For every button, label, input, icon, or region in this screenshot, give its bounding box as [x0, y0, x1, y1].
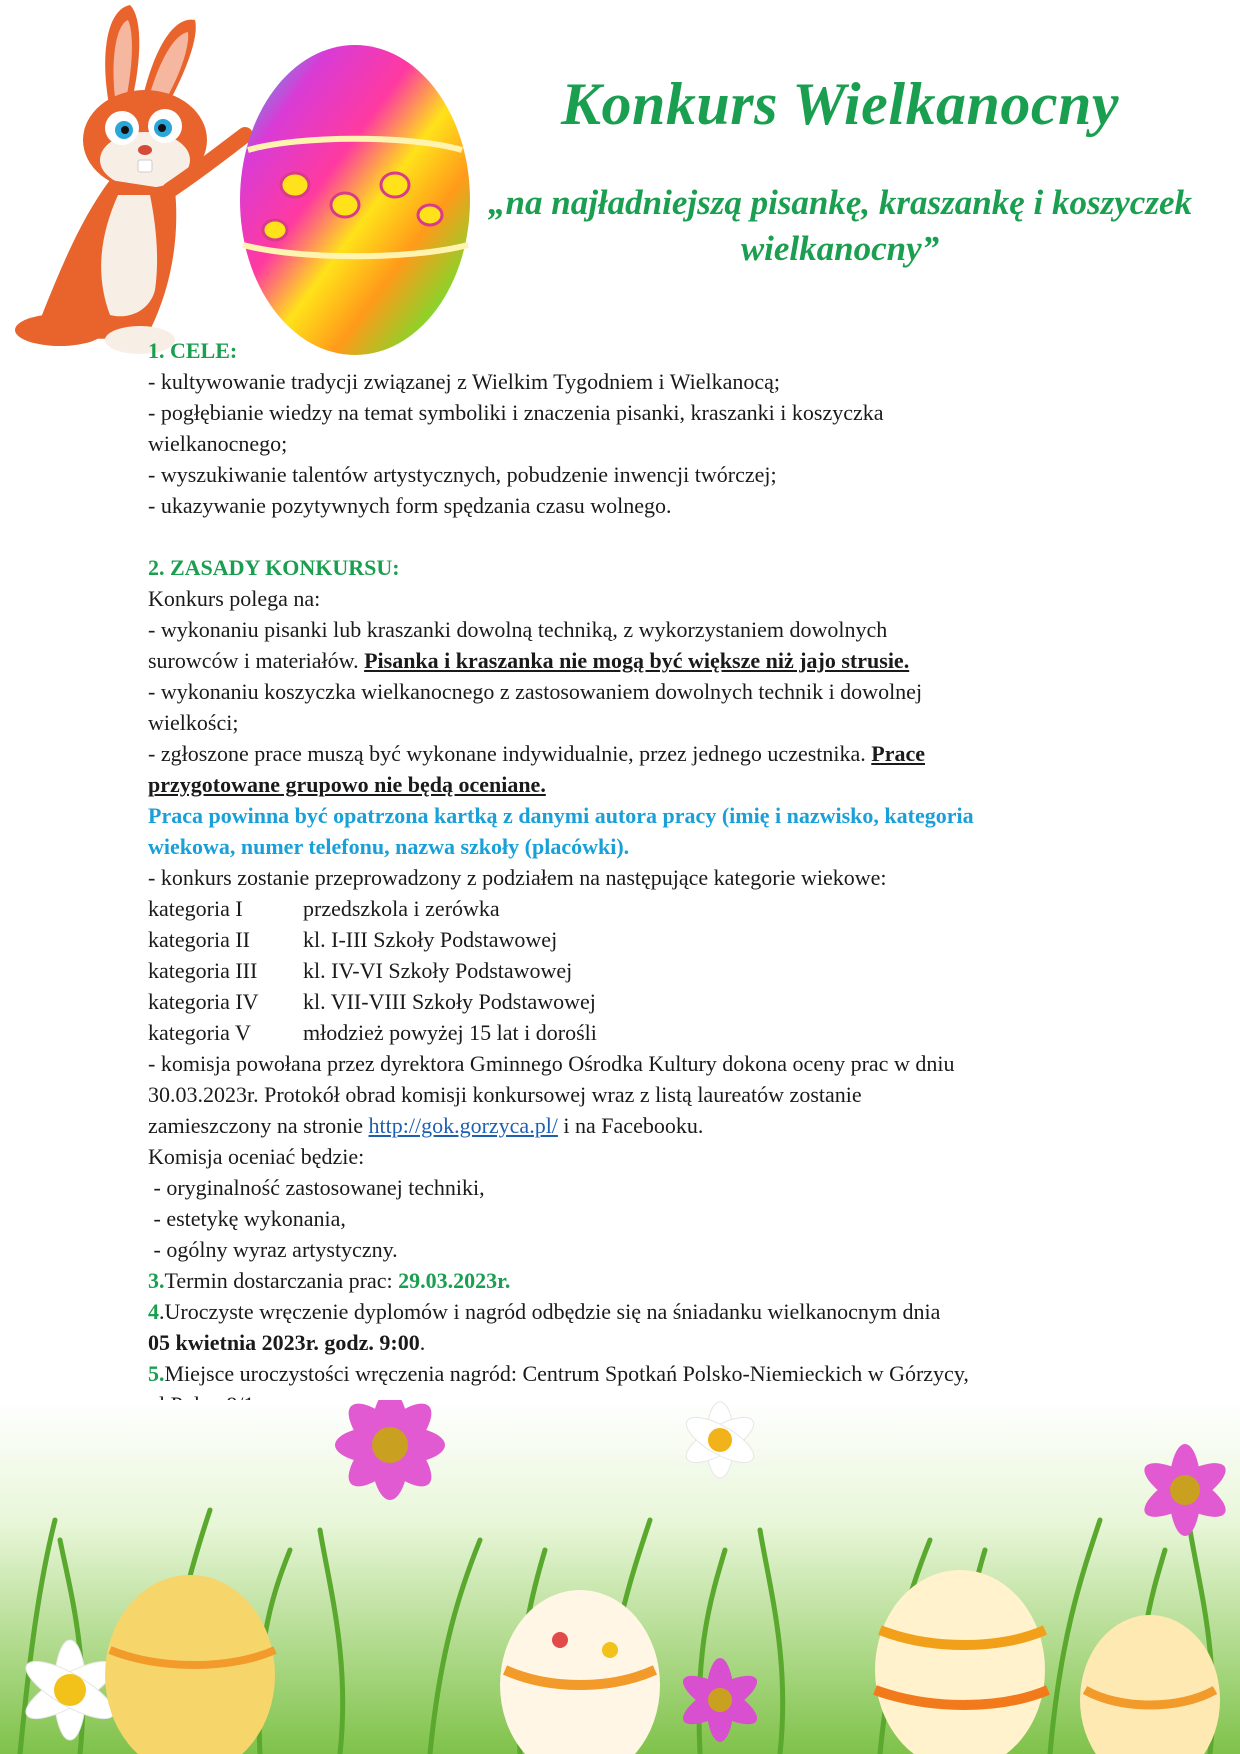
group-work-note: przygotowane grupowo nie będą oceniane. — [148, 772, 546, 797]
goal-line: - kultywowanie tradycji związanej z Wielkim Tygodniem i Wielkanocą; — [148, 369, 781, 394]
section-5-number: 5. — [148, 1361, 165, 1386]
rule-line — [148, 738, 1108, 769]
category-row — [148, 924, 1108, 955]
rule-line: - wykonaniu pisanki lub kraszanki dowolną techniką, z wykorzystaniem dowolnych — [148, 617, 888, 642]
rules-intro: Konkurs polega na: — [148, 586, 321, 611]
deadline-text: Termin dostarczania prac: — [164, 1268, 399, 1293]
ceremony-date-line — [148, 1327, 1108, 1358]
page-title: Konkurs Wielkanocny — [561, 71, 1119, 137]
rule-line — [148, 645, 1108, 676]
category-name: kategoria III — [148, 958, 258, 983]
commission-text: i na Facebooku. — [557, 1113, 704, 1138]
label-requirement: Praca powinna być opatrzona kartką z danymi autora pracy (imię i nazwisko, kategoria — [148, 803, 974, 828]
categories-intro: - konkurs zostanie przeprowadzony z podziałem na następujące kategorie wiekowe: — [148, 865, 887, 890]
section-2-heading: 2. ZASADY KONKURSU: — [148, 555, 400, 580]
ceremony-date: 05 kwietnia 2023r. godz. 9:00 — [148, 1330, 420, 1355]
section-5-venue — [148, 1358, 1108, 1389]
ceremony-text: .Uroczyste wręczenie dyplomów i nagród odbędzie się na śniadanku wielkanocnym dnia — [159, 1299, 941, 1324]
section-4-number: 4 — [148, 1299, 159, 1324]
criteria-item: - oryginalność zastosowanej techniki, — [148, 1175, 485, 1200]
easter-bunny-egg-illustration — [0, 0, 480, 370]
category-name: kategoria IV — [148, 989, 259, 1014]
rule-text: surowców i materiałów. — [148, 648, 365, 673]
category-name: kategoria V — [148, 1020, 251, 1045]
gok-website-link[interactable]: http://gok.gorzyca.pl/ — [368, 1113, 558, 1138]
commission-line: - komisja powołana przez dyrektora Gminnego Ośrodka Kultury dokona oceny prac w dniu — [148, 1051, 955, 1076]
label-requirement: wiekowa, numer telefonu, nazwa szkoły (placówki). — [148, 834, 630, 859]
section-3-number: 3. — [148, 1268, 165, 1293]
deadline-date: 29.03.2023r. — [398, 1268, 511, 1293]
goal-line: wielkanocnego; — [148, 431, 288, 456]
criteria-item: - ogólny wyraz artystyczny. — [148, 1237, 398, 1262]
rule-line: wielkości; — [148, 710, 239, 735]
size-limit-note: Pisanka i kraszanka nie mogą być większe niż jajo strusie. — [364, 648, 910, 673]
goal-line: - pogłębianie wiedzy na temat symboliki i znaczenia pisanki, kraszanki i koszyczka — [148, 400, 884, 425]
section-4-ceremony — [148, 1296, 1108, 1327]
goal-line: - ukazywanie pozytywnych form spędzania czasu wolnego. — [148, 493, 672, 518]
category-desc: przedszkola i zerówka — [303, 896, 500, 921]
rule-text: - zgłoszone prace muszą być wykonane indywidualnie, przez jednego uczestnika. — [148, 741, 872, 766]
subtitle-line-1: „na najładniejszą pisankę, kraszankę i koszyczek — [488, 183, 1192, 222]
criteria-intro: Komisja oceniać będzie: — [148, 1144, 365, 1169]
category-name: kategoria I — [148, 896, 243, 921]
page-subtitle — [470, 180, 1210, 272]
rule-line: - wykonaniu koszyczka wielkanocnego z zastosowaniem dowolnych technik i dowolnej — [148, 679, 923, 704]
category-desc: kl. VII-VIII Szkoły Podstawowej — [303, 989, 596, 1014]
category-desc: kl. I-III Szkoły Podstawowej — [303, 927, 558, 952]
category-row — [148, 1017, 1108, 1048]
commission-line: 30.03.2023r. Protokół obrad komisji konkursowej wraz z listą laureatów zostanie — [148, 1082, 862, 1107]
venue-text: Miejsce uroczystości wręczenia nagród: Centrum Spotkań Polsko-Niemieckich w Górzycy, — [164, 1361, 969, 1386]
category-row — [148, 893, 1108, 924]
group-work-note: Prace — [871, 741, 926, 766]
category-row — [148, 955, 1108, 986]
section-1-heading: 1. CELE: — [148, 338, 238, 363]
goal-line: - wyszukiwanie talentów artystycznych, pobudzenie inwencji twórczej; — [148, 462, 777, 487]
category-row — [148, 986, 1108, 1017]
criteria-item: - estetykę wykonania, — [148, 1206, 346, 1231]
category-desc: kl. IV-VI Szkoły Podstawowej — [303, 958, 573, 983]
easter-grass-flowers-eggs-illustration — [0, 1400, 1240, 1754]
category-desc: młodzież powyżej 15 lat i dorośli — [303, 1020, 597, 1045]
subtitle-line-2: wielkanocny” — [740, 229, 940, 268]
commission-line — [148, 1110, 1108, 1141]
section-3-deadline — [148, 1265, 1108, 1296]
regulations-text — [148, 335, 1108, 1420]
category-name: kategoria II — [148, 927, 250, 952]
ceremony-end: . — [419, 1330, 426, 1355]
commission-text: zamieszczony na stronie — [148, 1113, 369, 1138]
